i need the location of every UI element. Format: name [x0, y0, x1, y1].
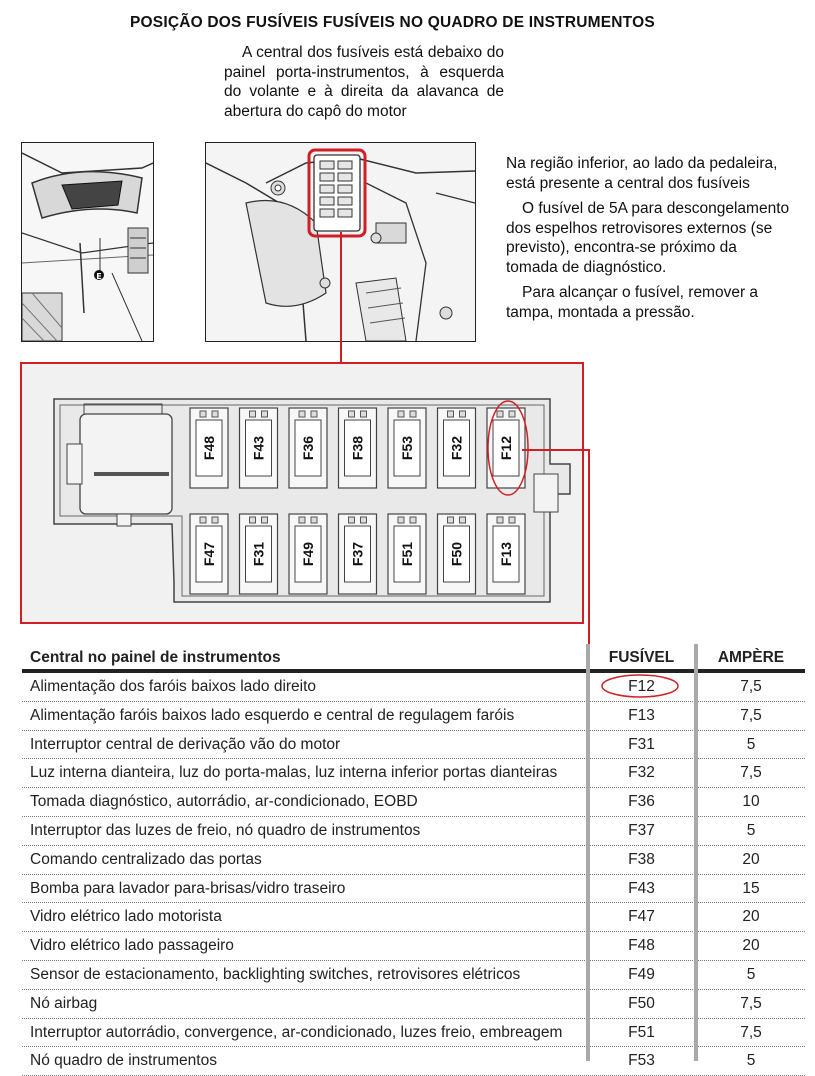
fuse-slot-f48 [190, 408, 228, 488]
row-description: Alimentação dos faróis baixos lado direito [30, 678, 317, 695]
row-amp: 20 [742, 850, 760, 868]
fuse-label: F50 [448, 541, 465, 567]
side-paragraph-2: O fusível de 5A para descongelamento dos espelhos retrovisores externos (se previsto), encontra-se próximo da tomada de diagnóstico. [506, 200, 790, 276]
row-fuse: F38 [628, 850, 655, 868]
row-description: Tomada diagnóstico, autorrádio, ar-condicionado, EOBD [30, 793, 418, 811]
row-amp: 7,5 [740, 1023, 762, 1041]
row-fuse: F53 [628, 1052, 655, 1070]
table-row [22, 875, 805, 904]
table-row [22, 673, 805, 702]
row-amp: 5 [746, 965, 756, 983]
column-divider-2 [694, 644, 698, 1061]
table-row [22, 961, 805, 990]
fuse-label: F12 [498, 435, 514, 461]
header-amp: AMPÈRE [717, 649, 785, 666]
row-amp: 20 [742, 937, 760, 955]
fuse-slot-f53 [388, 408, 426, 488]
fuse-slot-f31 [240, 514, 278, 594]
fuse-label: F36 [300, 435, 316, 461]
fuse-slot-f47 [190, 514, 228, 594]
row-description: Vidro elétrico lado motorista [30, 908, 222, 926]
row-description: Interruptor autorrádio, convergence, ar-condicionado, luzes freio, embreagem [30, 1023, 563, 1041]
fuse-slot-f37 [339, 514, 377, 594]
row-amp: 20 [742, 908, 760, 926]
row-description: Comando centralizado das portas [30, 850, 262, 868]
row-amp: 15 [742, 879, 760, 897]
header-description: Central no painel de instrumentos [30, 649, 281, 666]
fuse-slot-f49 [289, 514, 327, 594]
table-row [22, 846, 805, 875]
row-fuse: F50 [628, 994, 655, 1012]
row-fuse: F32 [628, 764, 655, 782]
fuse-table [22, 642, 805, 1076]
row-fuse: F43 [628, 879, 655, 897]
figure-label-e: E [96, 272, 102, 281]
fuse-label: F37 [349, 541, 366, 567]
fuse-label: F31 [250, 541, 267, 567]
connector-line [340, 232, 342, 363]
fuse-label: F53 [399, 435, 415, 461]
fuse-label: F38 [349, 435, 366, 461]
row-description: Nó airbag [30, 994, 98, 1012]
table-row [22, 990, 805, 1019]
intro-text [224, 43, 504, 121]
side-paragraph-3: Para alcançar o fusível, remover a tampa, montada a pressão. [506, 284, 759, 321]
fuse-callout-line-h [522, 449, 589, 451]
row-description: Interruptor das luzes de freio, nó quadro de instrumentos [30, 821, 421, 839]
fuse-label: F49 [300, 541, 316, 567]
column-divider-1 [586, 644, 590, 1061]
table-row [22, 932, 805, 961]
row-description: Interruptor central de derivação vão do motor [30, 735, 341, 753]
row-description: Bomba para lavador para-brisas/vidro traseiro [30, 879, 346, 897]
row-fuse: F31 [628, 735, 655, 753]
table-f12-highlight-oval [600, 673, 682, 699]
intro-paragraph: A central dos fusíveis está debaixo do painel porta-instrumentos, à esquerda do volante e à direita da alavanca de abertura do capô do motor [224, 44, 504, 120]
row-description: Vidro elétrico lado passageiro [30, 937, 234, 955]
fuse-slot-f43 [240, 408, 278, 488]
table-row [22, 1047, 805, 1076]
fuse-slot-f51 [388, 514, 426, 594]
row-fuse: F49 [628, 965, 655, 983]
table-row [22, 759, 805, 788]
steering-area-drawing [22, 143, 153, 341]
row-fuse: F36 [628, 793, 655, 811]
fuse-label: F47 [201, 541, 217, 567]
row-amp: 7,5 [740, 706, 762, 724]
table-row [22, 731, 805, 760]
fusebox-drawing [22, 364, 582, 622]
row-description: Nó quadro de instrumentos [30, 1052, 217, 1070]
fuse-slot-f13 [487, 514, 525, 594]
row-fuse: F12 [628, 678, 655, 695]
table-row [22, 702, 805, 731]
row-fuse: F48 [628, 937, 655, 955]
row-description: Luz interna dianteira, luz do porta-malas, luz interna inferior portas dianteiras [30, 764, 558, 782]
table-row [22, 817, 805, 846]
row-amp: 5 [746, 1052, 756, 1070]
table-body [22, 673, 805, 1076]
fuse-slot-f38 [339, 408, 377, 488]
table-row [22, 903, 805, 932]
fusebox-diagram [20, 362, 584, 624]
fuse-label: F32 [448, 435, 465, 461]
fuse-label: F51 [399, 541, 415, 567]
row-fuse: F13 [628, 706, 655, 724]
table-header [22, 642, 805, 673]
row-amp: 7,5 [740, 764, 762, 782]
side-paragraph-1: Na região inferior, ao lado da pedaleira, está presente a central dos fusíveis [506, 155, 778, 192]
row-amp: 5 [746, 821, 756, 839]
row-fuse: F37 [628, 821, 655, 839]
row-amp: 5 [746, 735, 756, 753]
table-row [22, 1019, 805, 1048]
row-amp: 10 [742, 793, 760, 811]
row-amp: 7,5 [740, 994, 762, 1012]
fuse-slot-f50 [438, 514, 476, 594]
table-row [22, 788, 805, 817]
row-fuse: F51 [628, 1023, 655, 1041]
fuse-slot-f12 [487, 408, 525, 488]
fuse-slot-f32 [438, 408, 476, 488]
fuse-label: F43 [250, 435, 267, 461]
page-title: POSIÇÃO DOS FUSÍVEIS FUSÍVEIS NO QUADRO DE INSTRUMENTOS [130, 14, 655, 31]
illustration-steering-area [21, 142, 154, 342]
row-fuse: F47 [628, 908, 655, 926]
row-description: Alimentação faróis baixos lado esquerdo e central de regulagem faróis [30, 706, 515, 724]
side-description [506, 154, 792, 328]
fuse-slot-f36 [289, 408, 327, 488]
row-amp: 7,5 [740, 678, 762, 695]
fuse-label: F48 [201, 435, 217, 461]
header-fuse: FUSÍVEL [608, 649, 675, 666]
fuse-label: F13 [498, 541, 514, 567]
row-description: Sensor de estacionamento, backlighting switches, retrovisores elétricos [30, 965, 521, 983]
